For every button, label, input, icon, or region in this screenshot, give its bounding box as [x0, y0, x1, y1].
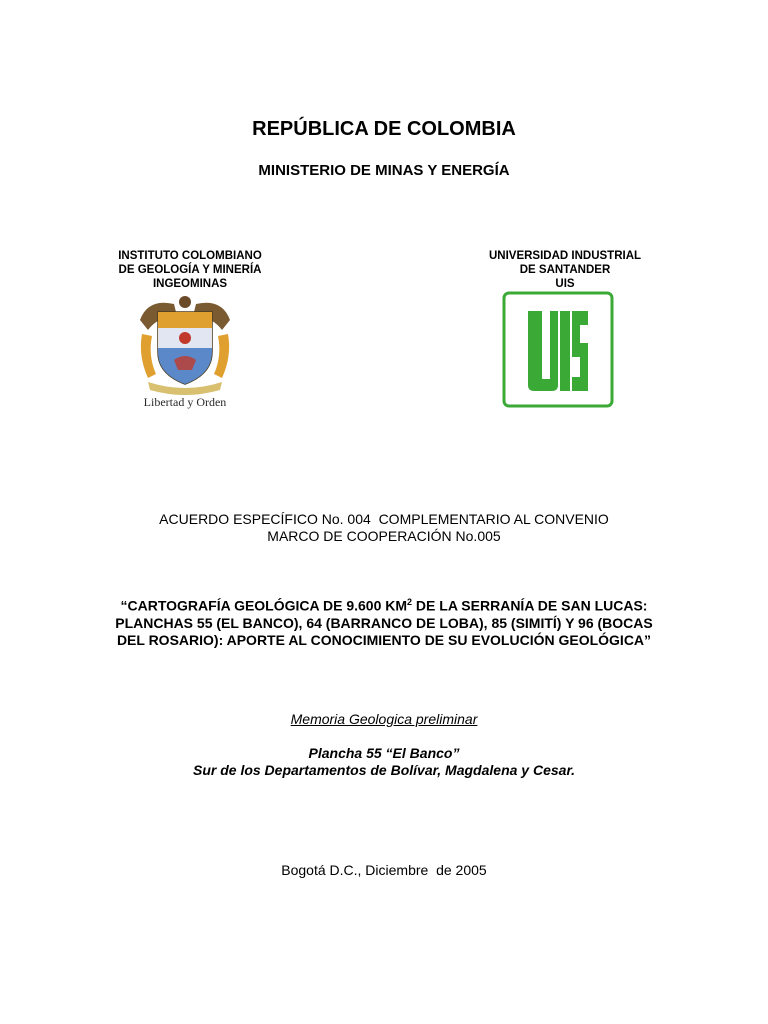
project-title-part2: DE LA SERRANÍA DE SAN LUCAS: PLANCHAS 55 (EL BANCO), 64 (BARRANCO DE LOBA), 85 (SIMITÍ) Y 96 (BOCAS DEL ROSARIO): APORTE AL CONOCIMIENTO DE SU EVOLUCIÓN GEOLÓGICA” [115, 597, 653, 648]
project-title [110, 594, 658, 649]
plancha-line1: Plancha 55 “El Banco” [308, 745, 460, 761]
page-title: REPÚBLICA DE COLOMBIA [252, 118, 516, 140]
coat-of-arms-motto: Libertad y Orden [143, 395, 227, 409]
memoria-label [0, 711, 768, 727]
memoria-text: Memoria Geologica preliminar [290, 711, 478, 727]
shield-top-band [158, 312, 212, 328]
flag-left-icon [141, 334, 156, 378]
plancha-line2: Sur de los Departamentos de Bolívar, Magdalena y Cesar. [192, 762, 576, 778]
institution-right [475, 249, 655, 291]
place-date: Bogotá D.C., Diciembre de 2005 [281, 862, 487, 878]
institution-left-line2: DE GEOLOGÍA Y MINERÍA [118, 264, 262, 276]
institution-right-line2: DE SANTANDER [519, 264, 611, 276]
shield-emblem-icon [179, 332, 191, 344]
institution-right-line1: UNIVERSIDAD INDUSTRIAL [488, 250, 642, 262]
institution-right-line3: UIS [555, 278, 575, 290]
uis-logo [502, 291, 614, 408]
agreement-line1: ACUERDO ESPECÍFICO No. 004 COMPLEMENTARIO AL CONVENIO [159, 511, 609, 527]
project-title-part1: “CARTOGRAFÍA GEOLÓGICA DE 9.600 KM [120, 597, 408, 614]
coat-of-arms-logo [134, 290, 236, 410]
flag-right-icon [214, 334, 229, 378]
uis-letter-s-icon [572, 311, 588, 391]
project-title-superscript: 2 [407, 597, 413, 607]
ministry-heading: MINISTERIO DE MINAS Y ENERGÍA [258, 162, 510, 179]
ship-icon [174, 356, 196, 370]
institution-left-line1: INSTITUTO COLOMBIANO [118, 250, 262, 262]
agreement-block [0, 511, 768, 545]
uis-letter-i-icon [560, 311, 570, 391]
agreement-line2: MARCO DE COOPERACIÓN No.005 [267, 528, 501, 544]
institution-left-line3: INGEOMINAS [152, 278, 228, 290]
plancha-block [0, 745, 768, 779]
institution-left [100, 249, 280, 291]
condor-head-icon [179, 296, 191, 308]
